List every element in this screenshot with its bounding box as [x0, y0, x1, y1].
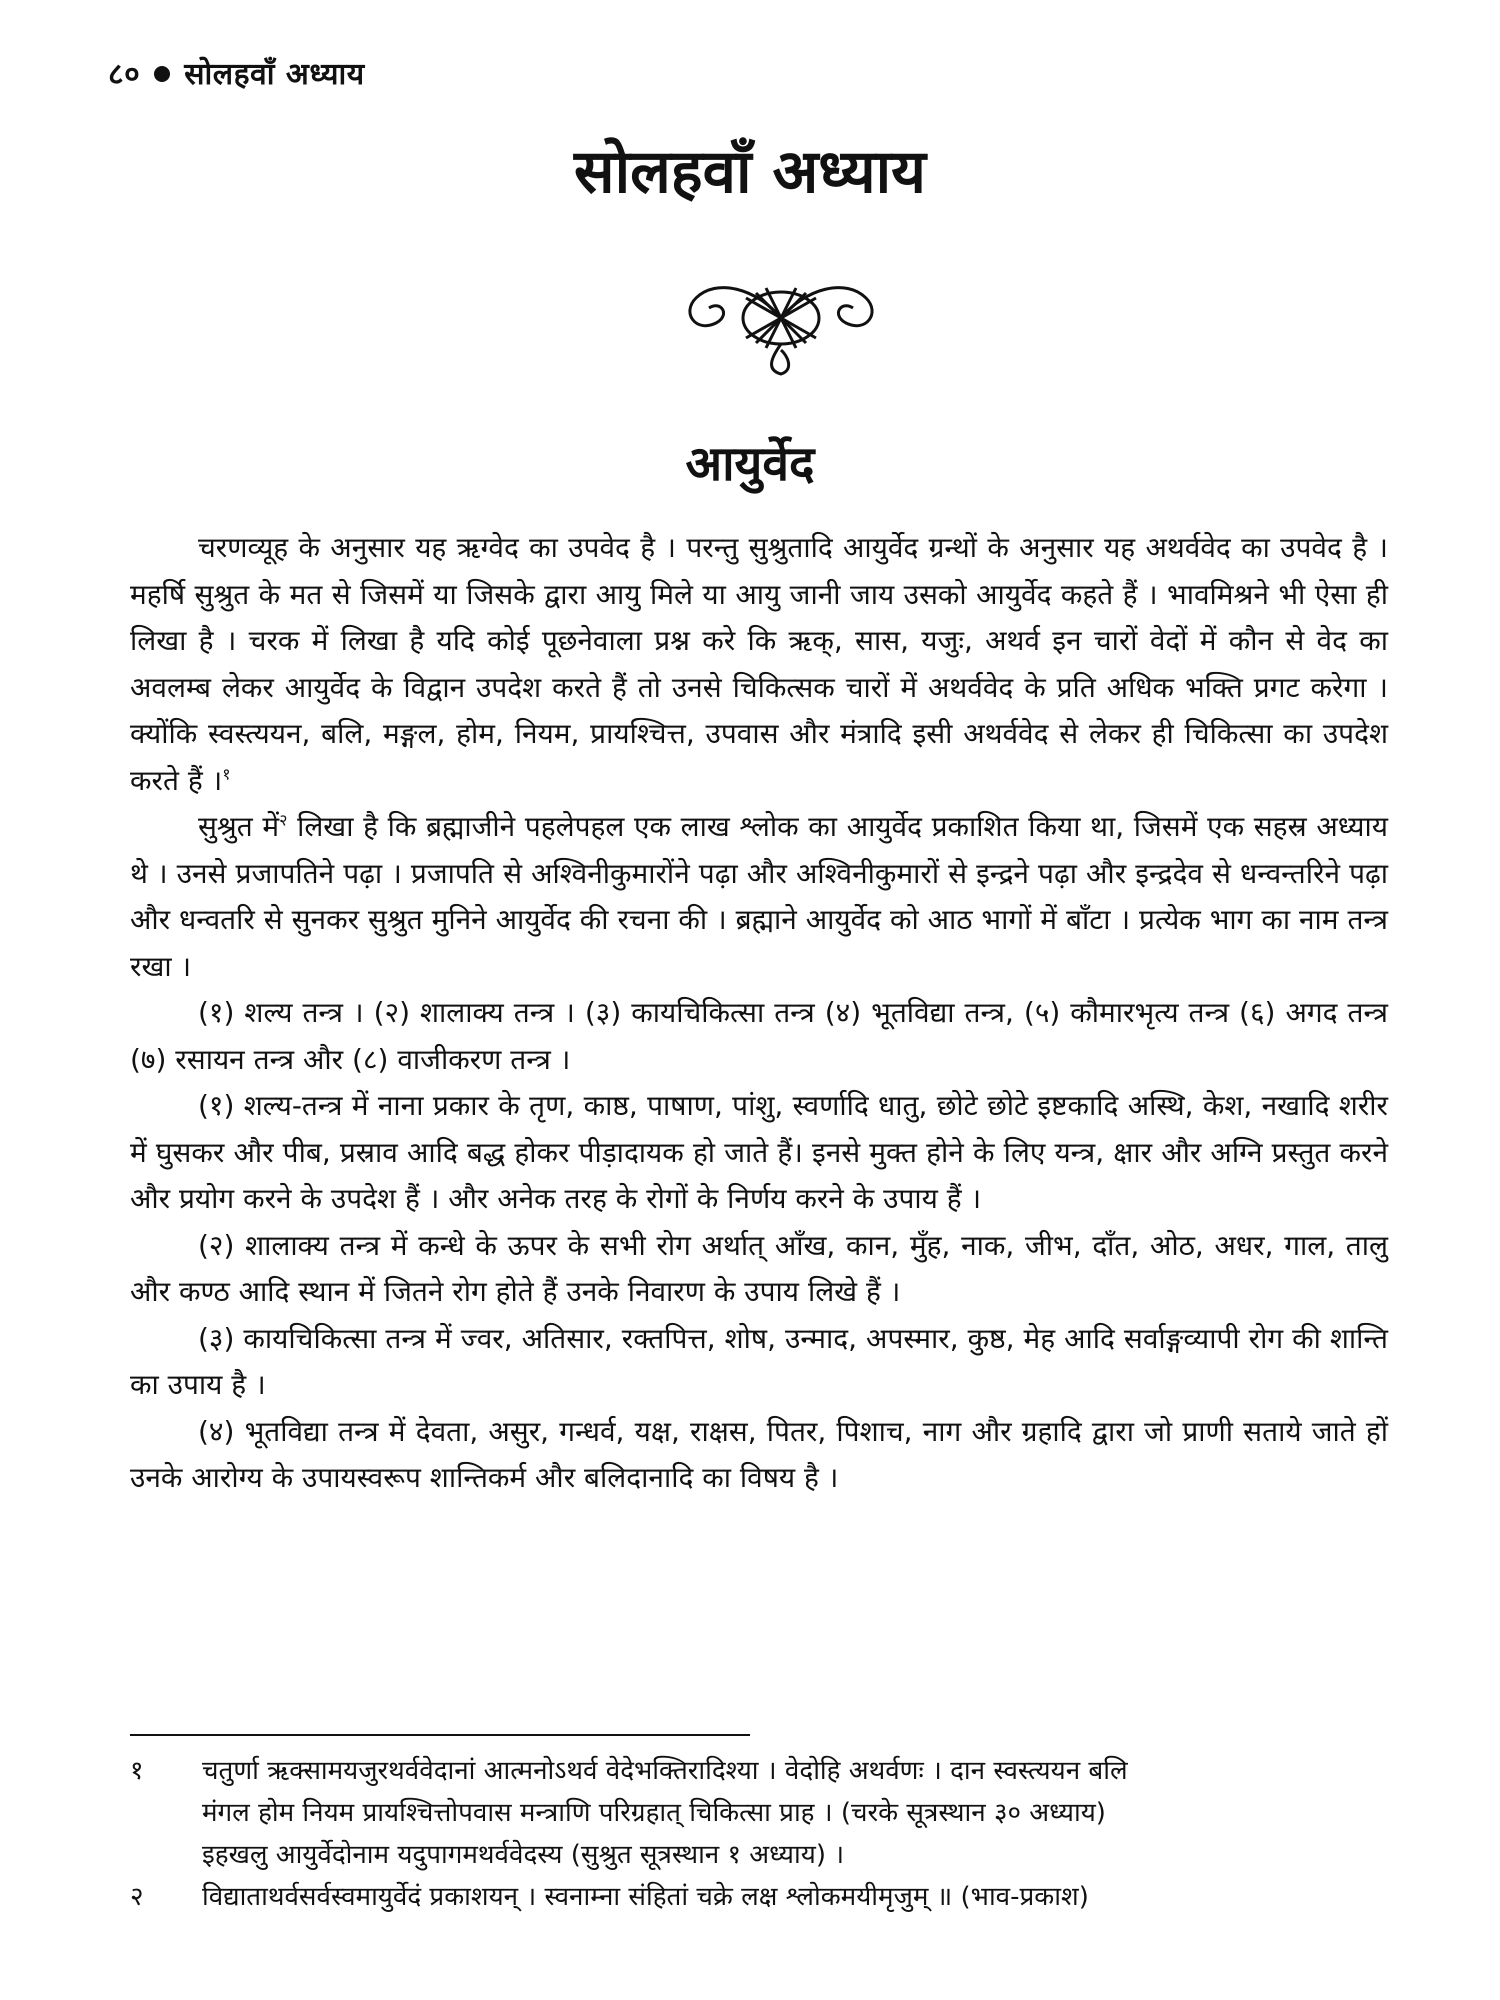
body-text [130, 525, 1388, 1502]
footnote-number: १ [130, 1756, 144, 1786]
running-title: सोलहवाँ अध्याय [184, 57, 365, 92]
footnote-ref-1: १ [222, 764, 231, 784]
footnote-divider [130, 1734, 750, 1736]
paragraph-intro: चरणव्यूह के अनुसार यह ऋग्वेद का उपवेद है । परन्तु सुश्रुतादि आयुर्वेद ग्रन्थों के अनुसार यह अथर्ववेद का उपवेद है । महर्षि सुश्रुत के मत से जिसमें या जिसके द्वारा आयु मिले या आयु जानी जाय उसको आयुर्वेद कहते हैं । भावमिश्रने भी ऐसा ही लिखा है । चरक में लिखा है यदि कोई पूछनेवाला प्रश्न करे कि ऋक्, सास, यजुः, अथर्व इन चारों वेदों में कौन से वेद का अवलम्ब लेकर आयुर्वेद के विद्वान उपदेश करते हैं तो उनसे चिकित्सक चारों में अथर्ववेद के प्रति अधिक भक्ति प्रगट करेगा । क्योंकि स्वस्त्ययन, बलि, मङ्गल, होम, नियम, प्रायश्चित्त, उपवास और मंत्रादि इसी अथर्ववेद से लेकर ही चिकित्सा का उपदेश करते हैं ।$^१$ [130, 531, 1388, 797]
page-number: ८० [108, 57, 141, 92]
footnote-number: २ [130, 1882, 144, 1912]
footnote-text: विद्याताथर्वसर्वस्वमायुर्वेदं प्रकाशयन् । स्वनाम्ना संहितां चक्रे लक्ष श्लोकमयीमृजुम् ॥ (भाव-प्रकाश) [202, 1882, 1089, 1912]
section-title: आयुर्वेद [685, 436, 815, 492]
paragraph-bhutavidya: (४) भूतविद्या तन्त्र में देवता, असुर, गन्धर्व, यक्ष, राक्षस, पितर, पिशाच, नाग और ग्रहादि द्वारा जो प्राणी सताये जाते हों उनके आरोग्य के उपायस्वरूप शान्तिकर्म और बलिदानादि का विषय है । [130, 1414, 1388, 1494]
chapter-title: सोलहवाँ अध्याय [574, 137, 926, 207]
paragraph-lineage: सुश्रुत में$^२$ लिखा है कि ब्रह्माजीने पहलेपहल एक लाख श्लोक का आयुर्वेद प्रकाशित किया था, जिसमें एक सहस्र अध्याय थे । उनसे प्रजापतिने पढ़ा । प्रजापति से अश्विनीकुमारोंने पढ़ा और अश्विनीकुमारों से इन्द्रने पढ़ा और इन्द्रदेव से धन्वन्तरिने पढ़ा और धन्वतरि से सुनकर सुश्रुत मुनिने आयुर्वेद की रचना की । ब्रह्माने आयुर्वेद को आठ भागों में बाँटा । प्रत्येक भाग का नाम तन्त्र रखा । [130, 810, 1389, 983]
footnote-ref-2: २ [279, 810, 288, 830]
paragraph-shalya: (१) शल्य-तन्त्र में नाना प्रकार के तृण, काष्ठ, पाषाण, पांशु, स्वर्णादि धातु, छोटे छोटे इष्टकादि अस्थि, केश, नखादि शरीर में घुसकर और पीब, प्रस्राव आदि बद्ध होकर पीड़ादायक हो जाते हैं। इनसे मुक्त होने के लिए यन्त्र, क्षार और अग्नि प्रस्तुत करने और प्रयोग करने के उपदेश हैं । और अनेक तरह के रोगों के निर्णय करने के उपाय हैं । [130, 1089, 1388, 1215]
footnote [130, 1876, 1388, 1918]
paragraph-kayachikitsa: (३) कायचिकित्सा तन्त्र में ज्वर, अतिसार, रक्तपित्त, शोष, उन्माद, अपस्मार, कुष्ठ, मेह आदि सर्वाङ्गव्यापी रोग की शान्ति का उपाय है । [130, 1321, 1388, 1401]
bullet-dot-icon [154, 66, 170, 82]
footnote [130, 1750, 1388, 1876]
footnotes [130, 1750, 1388, 1918]
footnote-text: चतुर्णा ऋक्सामयजुरथर्ववेदानां आत्मनोऽथर्व वेदेभक्तिरादिश्या । वेदोहि अथर्वणः । दान स्वस्त्ययन बलि मंगल होम नियम प्रायश्चित्तोपवास मन्त्राणि परिग्रहात् चिकित्सा प्राह । (चरके सूत्रस्थान ३० अध्याय) इहखलु आयुर्वेदोनाम यदुपागमथर्ववेदस्य (सुश्रुत सूत्रस्थान १ अध्याय) । [202, 1756, 1128, 1870]
paragraph-shalakya: (२) शालाक्य तन्त्र में कन्धे के ऊपर के सभी रोग अर्थात् आँख, कान, मुँह, नाक, जीभ, दाँत, ओठ, अधर, गाल, तालु और कण्ठ आदि स्थान में जितने रोग होते हैं उनके निवारण के उपाय लिखे हैं । [130, 1228, 1388, 1308]
running-header [108, 52, 365, 93]
decorative-flourish-icon [676, 258, 886, 378]
paragraph-tantra-list: (१) शल्य तन्त्र । (२) शालाक्य तन्त्र । (३) कायचिकित्सा तन्त्र (४) भूतविद्या तन्त्र, (५) कौमारभृत्य तन्त्र (६) अगद तन्त्र (७) रसायन तन्त्र और (८) वाजीकरण तन्त्र । [130, 996, 1388, 1076]
